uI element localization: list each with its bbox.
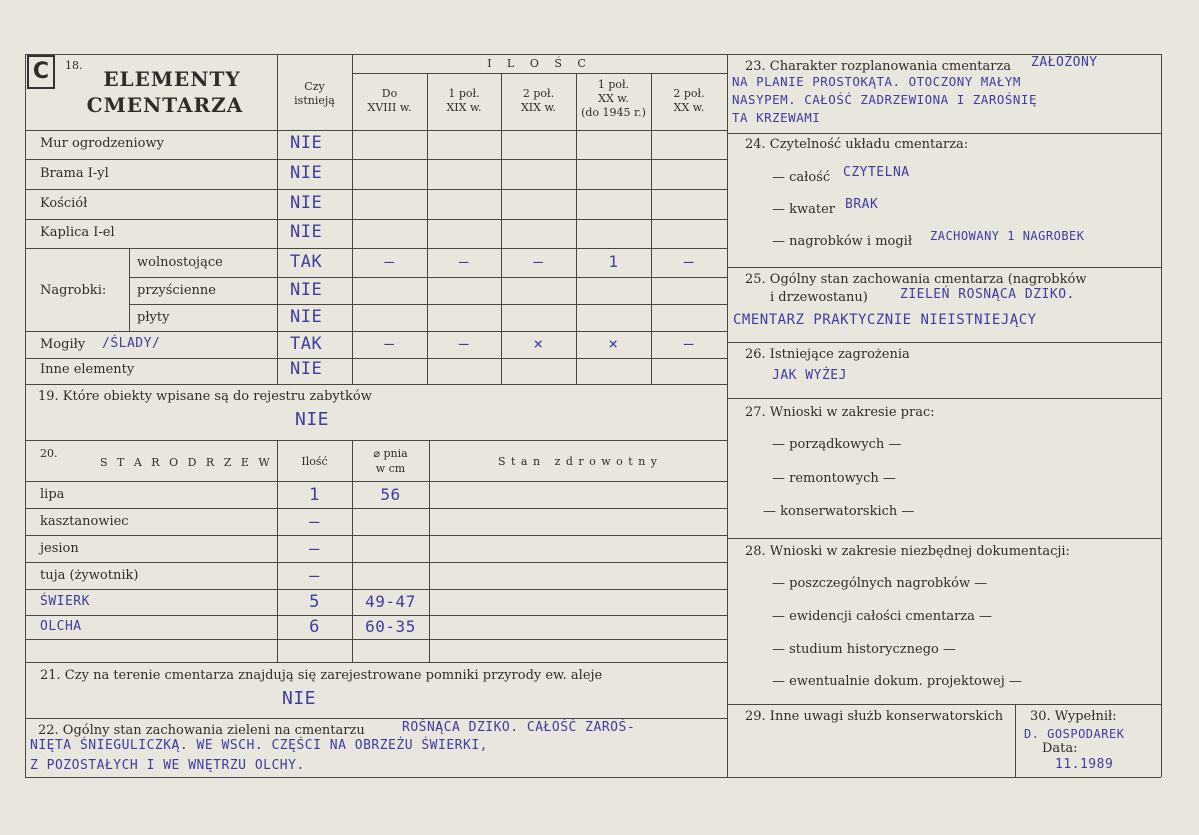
section-23-text-line3: NASYPEM. CAŁOŚĆ ZADRZEWIONA I ZAROŚNIĘ bbox=[732, 92, 1037, 107]
layout-quarters-label: — kwater bbox=[772, 202, 836, 217]
section-22-label: 22. Ogólny stan zachowania zieleni na cmentarzu bbox=[38, 723, 365, 738]
element-quantity-cell: 1 bbox=[608, 252, 619, 271]
health-state-header: S t a n z d r o w o t n y bbox=[497, 455, 659, 468]
period-header-2-line2: XIX w. bbox=[520, 101, 557, 114]
works-cleaning: — porządkowych — bbox=[772, 437, 902, 452]
nagrobki-group-label: Nagrobki: bbox=[40, 283, 107, 298]
section-18-number: 18. bbox=[65, 59, 83, 72]
old-trees-header: S T A R O D R Z E W bbox=[100, 456, 273, 469]
layout-graves-label: — nagrobków i mogił bbox=[772, 234, 913, 249]
section-25-text-line1: ZIELEŃ ROSNĄCA DZIKO. bbox=[900, 287, 1075, 302]
element-exists-value: NIE bbox=[290, 133, 323, 153]
element-exists-value: TAK bbox=[290, 334, 323, 354]
section-23-text-line4: TA KRZEWAMI bbox=[732, 110, 821, 125]
element-row-label: Brama I-yl bbox=[40, 166, 109, 181]
mogily-note: /ŚLADY/ bbox=[102, 336, 161, 351]
section-23-label: 23. Charakter rozplanowania cmentarza bbox=[745, 59, 1012, 74]
section-25-text-line2: CMENTARZ PRAKTYCZNIE NIEISTNIEJĄCY bbox=[733, 312, 1037, 328]
element-quantity-cell: — bbox=[533, 252, 544, 271]
element-row-label: Mogiły bbox=[40, 337, 86, 352]
element-quantity-cell: × bbox=[608, 334, 619, 353]
tree-count: — bbox=[309, 539, 320, 559]
period-header-1-line1: 1 poł. bbox=[448, 87, 480, 100]
period-header-3-line3: (do 1945 r.) bbox=[581, 106, 646, 119]
period-header-3-line2: XX w. bbox=[598, 92, 629, 105]
layout-whole-label: — całość bbox=[772, 170, 831, 185]
section-22-text-line2: NIĘTA ŚNIEGULICZKĄ. WE WSCH. CZĘŚCI NA OBRZEŻU ŚWIERKI, bbox=[30, 738, 488, 753]
section-18-title-line1: ELEMENTY bbox=[103, 67, 241, 91]
card-type-letter: C bbox=[27, 55, 55, 89]
element-row-label: Mur ogrodzeniowy bbox=[40, 136, 164, 151]
element-quantity-cell: — bbox=[683, 334, 695, 353]
element-quantity-cell: — bbox=[384, 334, 395, 353]
element-row-label: Kościół bbox=[40, 196, 88, 211]
layout-graves-value: ZACHOWANY 1 NAGROBEK bbox=[930, 229, 1085, 243]
section-22-text-line1: ROŚNĄCA DZIKO. CAŁOŚĆ ZAROŚ- bbox=[402, 720, 636, 735]
element-quantity-cell: — bbox=[458, 252, 470, 271]
period-header-0-line1: Do bbox=[381, 87, 398, 100]
tree-species: kasztanowiec bbox=[40, 514, 129, 529]
section-27-label: 27. Wnioski w zakresie prac: bbox=[745, 405, 935, 420]
quantity-header: I L O Ś C bbox=[487, 57, 592, 70]
section-29-label: 29. Inne uwagi służb konserwatorskich bbox=[745, 709, 1004, 724]
period-header-2-line1: 2 poł. bbox=[522, 87, 555, 100]
element-row-label: Kaplica I-el bbox=[40, 225, 115, 240]
exists-header-line1: Czy bbox=[304, 80, 325, 93]
section-18-title-line2: CMENTARZA bbox=[86, 93, 244, 117]
section-28-label: 28. Wnioski w zakresie niezbędnej dokumentacji: bbox=[745, 544, 1070, 559]
section-24-label: 24. Czytelność układu cmentarza: bbox=[745, 137, 969, 152]
element-quantity-cell: — bbox=[384, 252, 395, 271]
docs-design: — ewentualnie dokum. projektowej — bbox=[772, 674, 1022, 689]
date-value: 11.1989 bbox=[1055, 757, 1114, 772]
section-21-label: 21. Czy na terenie cmentarza znajdują się zarejestrowane pomniki przyrody ew. aleje bbox=[40, 668, 603, 683]
element-quantity-cell: × bbox=[533, 334, 544, 353]
tree-count: — bbox=[309, 512, 320, 532]
tree-count-header: Ilość bbox=[301, 455, 328, 468]
trunk-diameter-header-line1: ⌀ pnia bbox=[373, 447, 408, 460]
element-exists-value: TAK bbox=[290, 252, 323, 272]
element-exists-value: NIE bbox=[290, 359, 323, 379]
element-row-label: płyty bbox=[137, 310, 170, 325]
section-20-number: 20. bbox=[40, 447, 58, 460]
tree-species: tuja (żywotnik) bbox=[40, 568, 139, 583]
section-19-answer: NIE bbox=[295, 409, 330, 430]
section-21-answer: NIE bbox=[282, 688, 317, 709]
tree-trunk-diameter: 60-35 bbox=[365, 617, 416, 636]
tree-count: — bbox=[309, 566, 320, 586]
docs-historical-study: — studium historycznego — bbox=[772, 642, 956, 657]
element-quantity-cell: — bbox=[458, 334, 470, 353]
exists-header-line2: istnieją bbox=[294, 94, 335, 107]
element-exists-value: NIE bbox=[290, 163, 323, 183]
tree-species: jesion bbox=[40, 541, 79, 556]
element-exists-value: NIE bbox=[290, 222, 323, 242]
tree-count: 5 bbox=[309, 592, 320, 612]
tree-count: 6 bbox=[309, 617, 320, 637]
period-header-4-line2: XX w. bbox=[673, 101, 705, 114]
period-header-3-line1: 1 poł. bbox=[597, 78, 630, 91]
tree-trunk-diameter: 49-47 bbox=[365, 592, 416, 611]
element-exists-value: NIE bbox=[290, 193, 323, 213]
section-25-label-line2: i drzewostanu) bbox=[770, 290, 868, 305]
works-conservation: — konserwatorskich — bbox=[763, 504, 915, 519]
period-header-4-line1: 2 poł. bbox=[673, 87, 705, 100]
section-19-label: 19. Które obiekty wpisane są do rejestru zabytków bbox=[38, 389, 372, 404]
section-23-text-line2: NA PLANIE PROSTOKĄTA. OTOCZONY MAŁYM bbox=[732, 74, 1021, 89]
date-label: Data: bbox=[1042, 741, 1078, 756]
tree-species: ŚWIERK bbox=[40, 594, 90, 609]
section-30-label: 30. Wypełnił: bbox=[1030, 709, 1117, 724]
element-row-label: Inne elementy bbox=[40, 362, 135, 377]
period-header-0-line2: XVIII w. bbox=[367, 101, 412, 114]
tree-species: lipa bbox=[40, 487, 65, 502]
works-renovation: — remontowych — bbox=[772, 471, 896, 486]
element-exists-value: NIE bbox=[290, 280, 323, 300]
filled-by-name: D. GOSPODAREK bbox=[1024, 727, 1125, 741]
tree-trunk-diameter: 56 bbox=[380, 485, 401, 504]
docs-individual-graves: — poszczególnych nagrobków — bbox=[772, 576, 988, 591]
period-header-1-line2: XIX w. bbox=[446, 101, 482, 114]
section-22-text-line3: Z POZOSTAŁYCH I WE WNĘTRZU OLCHY. bbox=[30, 758, 305, 773]
element-quantity-cell: — bbox=[683, 252, 695, 271]
element-row-label: wolnostojące bbox=[137, 255, 223, 270]
layout-whole-value: CZYTELNA bbox=[843, 165, 910, 180]
tree-species: OLCHA bbox=[40, 619, 82, 634]
section-26-label: 26. Istniejące zagrożenia bbox=[745, 347, 910, 362]
layout-quarters-value: BRAK bbox=[845, 197, 879, 212]
element-row-label: przyścienne bbox=[137, 283, 216, 298]
element-exists-value: NIE bbox=[290, 307, 323, 327]
section-26-value: JAK WYŻEJ bbox=[772, 368, 847, 383]
section-25-label-line1: 25. Ogólny stan zachowania cmentarza (nagrobków bbox=[745, 272, 1087, 287]
docs-whole-cemetery: — ewidencji całości cmentarza — bbox=[772, 609, 993, 624]
trunk-diameter-header-line2: w cm bbox=[375, 462, 406, 475]
section-23-text-line1: ZAŁOŻONY bbox=[1031, 55, 1098, 70]
tree-count: 1 bbox=[309, 485, 320, 505]
